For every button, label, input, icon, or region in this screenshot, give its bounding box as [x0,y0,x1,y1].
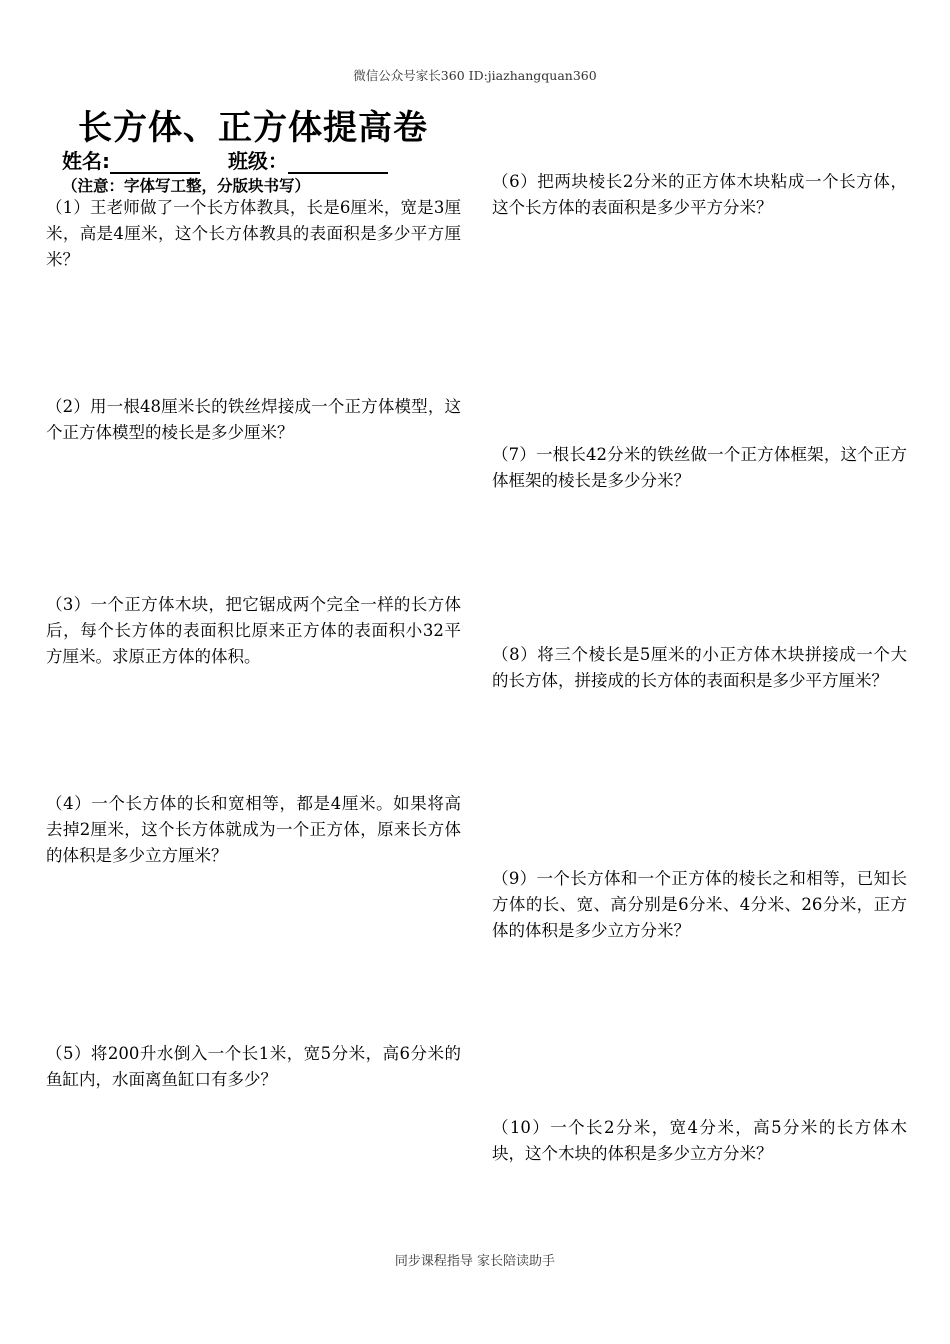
question-3: （3）一个正方体木块，把它锯成两个完全一样的长方体后，每个长方体的表面积比原来正方体的表面积小32平方厘米。求原正方体的体积。 [46,595,461,666]
student-info-row [62,145,388,174]
name-label: 姓名: [62,149,110,173]
class-label: 班级： [227,149,288,173]
worksheet-title: 长方体、正方体提高卷 [78,108,428,148]
question-9: （9）一个长方体和一个正方体的棱长之和相等，已知长方体的长、宽、高分别是6分米、4分米、26分米，正方体的体积是多少立方分米？ [492,869,907,940]
footer-note: 同步课程指导 家长陪读助手 [394,1254,556,1269]
question-4: （4）一个长方体的长和宽相等，都是4厘米。如果将高去掉2厘米，这个长方体就成为一个正方体，原来长方体的体积是多少立方厘米？ [46,794,461,865]
question-5: （5）将200升水倒入一个长1米，宽5分米，高6分米的鱼缸内，水面离鱼缸口有多少？ [46,1044,461,1089]
writing-notice: （注意：字体写工整，分版块书写） [62,177,311,195]
header-watermark-note: 微信公众号家长360 ID:jiazhangquan360 [353,68,597,83]
question-1: （1）王老师做了一个长方体教具，长是6厘米，宽是3厘米，高是4厘米，这个长方体教具的表面积是多少平方厘米？ [46,198,461,269]
question-6: （6）把两块棱长2分米的正方体木块粘成一个长方体，这个长方体的表面积是多少平方分米？ [492,172,907,217]
question-7: （7）一根长42分米的铁丝做一个正方体框架，这个正方体框架的棱长是多少分米？ [492,445,907,490]
question-8: （8）将三个棱长是5厘米的小正方体木块拼接成一个大的长方体，拼接成的长方体的表面积是多少平方厘米？ [492,645,907,690]
question-10: （10）一个长2分米，宽4分米，高5分米的长方体木块，这个木块的体积是多少立方分米？ [492,1118,907,1163]
name-blank [110,152,200,174]
question-2: （2）用一根48厘米长的铁丝焊接成一个正方体模型，这个正方体模型的棱长是多少厘米？ [46,397,461,442]
class-blank [288,152,388,174]
